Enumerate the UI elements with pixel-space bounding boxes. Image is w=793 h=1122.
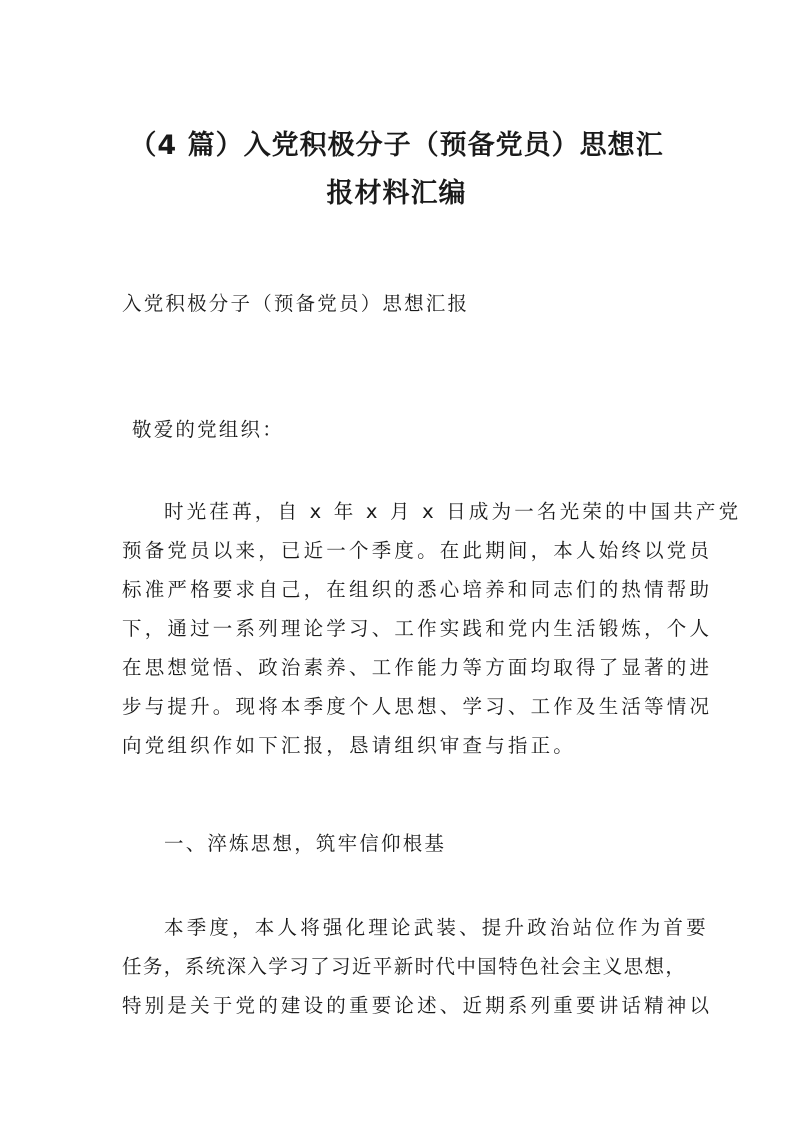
greeting: 敬爱的党组织：	[132, 418, 284, 441]
paragraph-1-line-7: 向党组织作如下汇报，恳请组织审查与指正。	[122, 734, 577, 757]
paragraph-1-line-2: 预备党员以来，已近一个季度。在此期间，本人始终以党员	[122, 539, 713, 562]
section-subtitle: 入党积极分子（预备党员）思想汇报	[122, 292, 470, 315]
paragraph-1-line-4: 下，通过一系列理论学习、工作实践和党内生活锻炼，个人	[122, 617, 713, 640]
document-title-line-1: （4 篇）入党积极分子（预备党员）思想汇	[129, 130, 664, 161]
paragraph-1-line-6: 步与提升。现将本季度个人思想、学习、工作及生活等情况	[122, 695, 713, 718]
section-1-heading: 一、淬炼思想，筑牢信仰根基	[164, 832, 447, 855]
document-title-line-2: 报材料汇编	[326, 178, 467, 209]
paragraph-2-line-2: 任务，系统深入学习了习近平新时代中国特色社会主义思想，	[122, 955, 687, 978]
paragraph-2-line-1: 本季度，本人将强化理论武装、提升政治站位作为首要	[164, 916, 709, 939]
paragraph-1-line-3: 标准严格要求自己，在组织的悉心培养和同志们的热情帮助	[122, 578, 713, 601]
paragraph-2-line-3: 特别是关于党的建设的重要论述、近期系列重要讲话精神以	[122, 994, 713, 1017]
paragraph-1-line-1: 时光荏苒，自 x 年 x 月 x 日成为一名光荣的中国共产党	[164, 500, 742, 523]
paragraph-1-line-5: 在思想觉悟、政治素养、工作能力等方面均取得了显著的进	[122, 656, 713, 679]
